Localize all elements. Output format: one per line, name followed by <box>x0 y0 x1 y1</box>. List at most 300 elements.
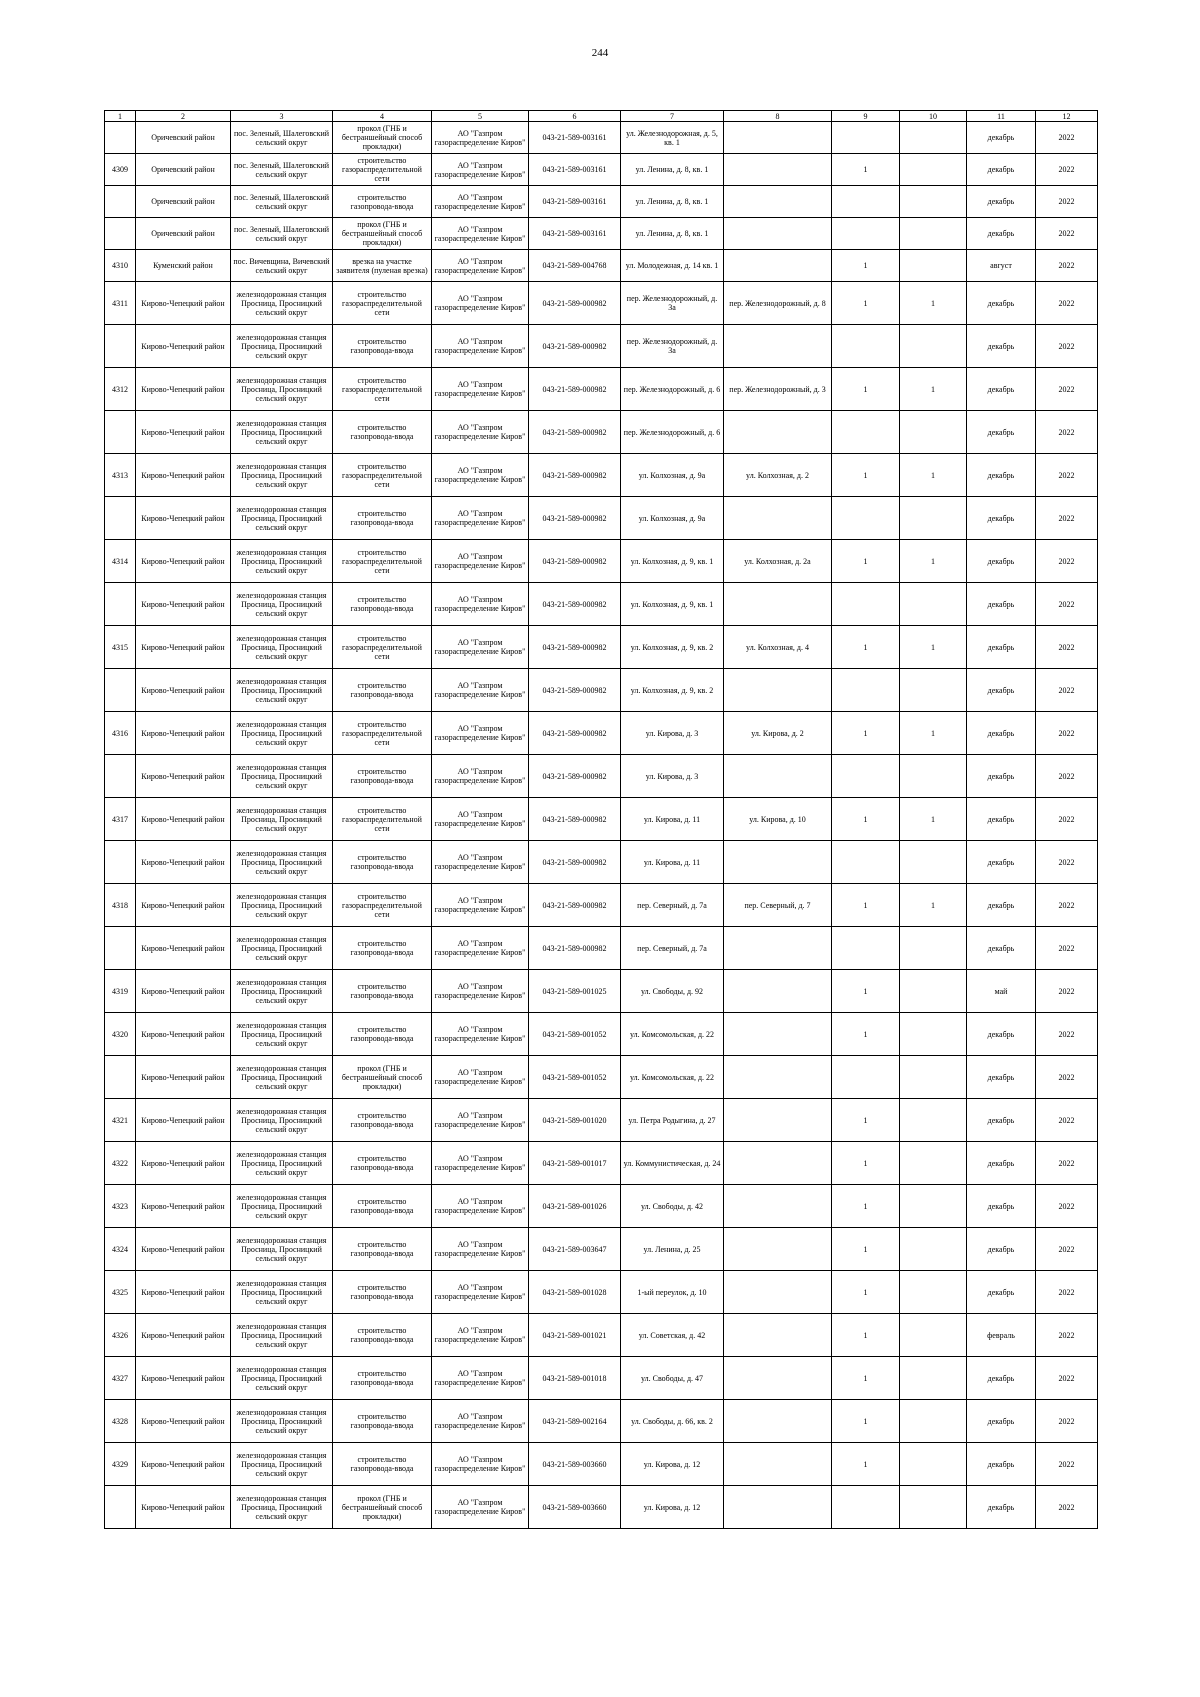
table-cell <box>333 454 432 497</box>
table-cell <box>529 798 621 841</box>
cell-text: железнодорожная станция Просница, Просницкий сельский округ <box>236 332 327 360</box>
cell-text: 043-21-589-000982 <box>542 642 607 652</box>
table-cell <box>900 1314 967 1357</box>
table-cell <box>621 218 724 250</box>
cell-text: декабрь <box>987 943 1015 953</box>
cell-text: строительство газопровода-ввода <box>350 1455 414 1473</box>
cell-text: декабрь <box>987 1201 1015 1211</box>
cell-text: 043-21-589-001020 <box>542 1115 607 1125</box>
table-cell <box>1036 1486 1098 1529</box>
table-cell <box>1036 927 1098 970</box>
table-cell <box>967 583 1036 626</box>
gasification-table <box>104 110 1098 1529</box>
cell-text: железнодорожная станция Просница, Просницкий сельский округ <box>236 633 327 661</box>
table-cell <box>621 927 724 970</box>
cell-text: 043-21-589-001026 <box>542 1201 607 1211</box>
table-cell <box>529 927 621 970</box>
table-cell <box>231 1185 333 1228</box>
table-cell <box>621 1357 724 1400</box>
header-cell: 7 <box>621 111 724 122</box>
table-row <box>105 669 1098 712</box>
table-cell <box>231 325 333 368</box>
table-row <box>105 218 1098 250</box>
cell-text: АО "Газпром газораспределение Киров" <box>434 1240 526 1258</box>
table-cell <box>529 1443 621 1486</box>
table-cell <box>529 1486 621 1529</box>
cell-text: 1 <box>931 556 935 566</box>
table-cell <box>967 669 1036 712</box>
cell-text: Кирово-Чепецкий район <box>141 1459 225 1469</box>
cell-text: 2022 <box>1058 165 1075 174</box>
table-cell <box>967 841 1036 884</box>
table-cell <box>136 884 231 927</box>
cell-text: АО "Газпром газораспределение Киров" <box>434 1025 526 1043</box>
table-cell <box>136 1185 231 1228</box>
cell-text: декабрь <box>987 513 1015 523</box>
cell-text: 043-21-589-000982 <box>542 384 607 394</box>
table-cell <box>231 122 333 154</box>
cell-text: железнодорожная станция Просница, Просницкий сельский округ <box>236 762 327 790</box>
table-cell <box>432 1357 529 1400</box>
table-row <box>105 1357 1098 1400</box>
page-number: 244 <box>591 47 609 59</box>
cell-text: 1 <box>863 261 868 270</box>
table-cell <box>967 970 1036 1013</box>
table-cell <box>1036 1142 1098 1185</box>
cell-text: декабрь <box>987 1459 1015 1469</box>
table-cell <box>832 1271 900 1314</box>
table-row <box>105 583 1098 626</box>
cell-text: железнодорожная станция Просница, Просницкий сельский округ <box>236 848 327 876</box>
cell-text: строительство газораспределительной сети <box>342 719 422 747</box>
table-cell <box>900 1443 967 1486</box>
table-cell <box>529 1271 621 1314</box>
table-cell <box>621 122 724 154</box>
table-cell <box>832 1357 900 1400</box>
table-cell <box>900 1185 967 1228</box>
table-cell <box>967 755 1036 798</box>
cell-text: АО "Газпром газораспределение Киров" <box>434 1326 526 1344</box>
table-cell <box>621 540 724 583</box>
cell-text: 043-21-589-000982 <box>542 685 607 695</box>
table-cell <box>621 154 724 186</box>
table-cell <box>105 1185 136 1228</box>
table-cell <box>105 1400 136 1443</box>
cell-text: 2022 <box>1058 1244 1075 1254</box>
cell-text: 2022 <box>1058 1459 1075 1469</box>
cell-text: 4311 <box>112 298 128 308</box>
cell-text: 1 <box>863 1244 868 1254</box>
table-cell <box>724 1056 832 1099</box>
table-cell <box>1036 884 1098 927</box>
cell-text: Кирово-Чепецкий район <box>141 1244 225 1254</box>
table-cell <box>105 411 136 454</box>
table-cell <box>231 970 333 1013</box>
cell-text: 2022 <box>1058 1330 1075 1340</box>
cell-text: 4315 <box>112 642 128 652</box>
table-cell <box>900 1400 967 1443</box>
table-cell <box>832 1400 900 1443</box>
table-cell <box>333 755 432 798</box>
cell-text: 2022 <box>1058 1029 1075 1039</box>
table-cell <box>333 186 432 218</box>
table-cell <box>1036 1357 1098 1400</box>
table-cell <box>105 186 136 218</box>
table-cell <box>832 755 900 798</box>
table-cell <box>621 841 724 884</box>
table-cell <box>1036 250 1098 282</box>
table-cell <box>432 1486 529 1529</box>
table-cell <box>967 1443 1036 1486</box>
table-cell <box>333 368 432 411</box>
table-cell <box>231 1056 333 1099</box>
table-cell <box>105 798 136 841</box>
cell-text: 043-21-589-000982 <box>542 341 607 351</box>
table-cell <box>529 1185 621 1228</box>
cell-text: 2022 <box>1058 685 1075 695</box>
cell-text: 2022 <box>1058 1115 1075 1125</box>
cell-text: 043-21-589-001028 <box>542 1287 607 1297</box>
table-cell <box>724 798 832 841</box>
cell-text: декабрь <box>987 771 1015 781</box>
cell-text: пер. Северный, д. 7а <box>637 943 707 953</box>
cell-text: 1 <box>863 1201 868 1211</box>
table-cell <box>231 1314 333 1357</box>
cell-text: 043-21-589-003647 <box>542 1244 607 1254</box>
table-cell <box>136 411 231 454</box>
cell-text: 043-21-589-003660 <box>542 1502 607 1512</box>
cell-text: 2022 <box>1058 1373 1075 1383</box>
table-cell <box>724 884 832 927</box>
table-cell <box>967 122 1036 154</box>
table-cell <box>136 186 231 218</box>
table-cell <box>529 454 621 497</box>
table-cell <box>432 325 529 368</box>
table-cell <box>231 1443 333 1486</box>
table-cell <box>529 970 621 1013</box>
table-cell <box>967 250 1036 282</box>
table-cell <box>529 755 621 798</box>
table-cell <box>724 1099 832 1142</box>
cell-text: Кирово-Чепецкий район <box>141 298 225 308</box>
cell-text: врезка на участке заявителя (пуленая врезка) <box>336 256 428 275</box>
table-cell <box>432 1314 529 1357</box>
table-cell <box>967 497 1036 540</box>
table-cell <box>900 1271 967 1314</box>
table-cell <box>105 1056 136 1099</box>
table-cell <box>967 798 1036 841</box>
cell-text: ул. Советская, д. 42 <box>638 1330 706 1340</box>
table-cell <box>967 1271 1036 1314</box>
table-cell <box>900 798 967 841</box>
cell-text: 1 <box>863 1029 868 1039</box>
cell-text: 2022 <box>1058 857 1075 867</box>
table-cell <box>724 927 832 970</box>
cell-text: 043-21-589-001021 <box>542 1330 607 1340</box>
table-cell <box>967 154 1036 186</box>
cell-text: пер. Северный, д. 7 <box>744 900 811 910</box>
table-cell <box>432 755 529 798</box>
cell-text: Кирово-Чепецкий район <box>141 513 225 523</box>
cell-text: АО "Газпром газораспределение Киров" <box>434 552 526 570</box>
table-cell <box>231 250 333 282</box>
table-cell <box>621 1099 724 1142</box>
cell-text: ул. Кирова, д. 11 <box>643 814 701 824</box>
cell-text: декабрь <box>987 1029 1015 1039</box>
table-row <box>105 927 1098 970</box>
table-cell <box>136 122 231 154</box>
cell-text: 2022 <box>1058 900 1075 910</box>
table-cell <box>967 282 1036 325</box>
table-cell <box>900 583 967 626</box>
table-cell <box>967 1400 1036 1443</box>
table-cell <box>136 927 231 970</box>
cell-text: железнодорожная станция Просница, Просницкий сельский округ <box>236 418 327 446</box>
header-cell: 10 <box>900 111 967 122</box>
cell-text: железнодорожная станция Просница, Просницкий сельский округ <box>236 719 327 747</box>
table-cell <box>900 1142 967 1185</box>
cell-text: декабрь <box>987 685 1015 695</box>
cell-text: ул. Колхозная, д. 9, кв. 2 <box>630 685 714 695</box>
cell-text: железнодорожная станция Просница, Просницкий сельский округ <box>236 1364 327 1392</box>
table-cell <box>105 540 136 583</box>
cell-text: декабрь <box>987 1416 1015 1426</box>
cell-text: железнодорожная станция Просница, Просницкий сельский округ <box>236 676 327 704</box>
table-cell <box>900 669 967 712</box>
cell-text: строительство газопровода-ввода <box>350 1025 414 1043</box>
cell-text: Кирово-Чепецкий район <box>141 943 225 953</box>
cell-text: 4319 <box>112 986 128 996</box>
cell-text: строительство газораспределительной сети <box>342 805 422 833</box>
table-cell <box>136 1357 231 1400</box>
table-cell <box>832 540 900 583</box>
table-cell <box>529 841 621 884</box>
cell-text: Кирово-Чепецкий район <box>141 599 225 609</box>
table-cell <box>105 1314 136 1357</box>
table-cell <box>900 755 967 798</box>
cell-text: ул. Ленина, д. 25 <box>643 1244 701 1254</box>
table-cell <box>832 1099 900 1142</box>
cell-text: 4322 <box>112 1158 128 1168</box>
cell-text: АО "Газпром газораспределение Киров" <box>434 638 526 656</box>
table-cell <box>105 1357 136 1400</box>
table-cell <box>231 1099 333 1142</box>
cell-text: 1 <box>931 384 935 394</box>
cell-text: Кирово-Чепецкий район <box>141 427 225 437</box>
table-cell <box>333 218 432 250</box>
table-row <box>105 411 1098 454</box>
table-cell <box>231 1142 333 1185</box>
table-cell <box>333 1314 432 1357</box>
table-cell <box>529 1357 621 1400</box>
table-cell <box>967 218 1036 250</box>
table-cell <box>900 368 967 411</box>
table-cell <box>967 1314 1036 1357</box>
table-cell <box>231 927 333 970</box>
table-cell <box>1036 1013 1098 1056</box>
table-row <box>105 282 1098 325</box>
cell-text: железнодорожная станция Просница, Просницкий сельский округ <box>236 977 327 1005</box>
table-cell <box>105 712 136 755</box>
cell-text: ул. Свободы, д. 66, кв. 2 <box>631 1416 713 1426</box>
cell-text: АО "Газпром газораспределение Киров" <box>434 1455 526 1473</box>
cell-text: 1 <box>863 1416 868 1426</box>
cell-text: АО "Газпром газораспределение Киров" <box>434 896 526 914</box>
cell-text: 2022 <box>1058 1201 1075 1211</box>
cell-text: пер. Железнодорожный, д. 3 <box>729 384 826 394</box>
cell-text: ул. Комсомольская, д. 22 <box>629 1029 715 1039</box>
cell-text: 2022 <box>1058 642 1075 652</box>
table-cell <box>621 497 724 540</box>
table-cell <box>1036 154 1098 186</box>
table-cell <box>724 1013 832 1056</box>
table-cell <box>967 368 1036 411</box>
table-cell <box>900 841 967 884</box>
cell-text: декабрь <box>987 599 1015 609</box>
table-cell <box>136 1142 231 1185</box>
cell-text: 2022 <box>1058 986 1075 996</box>
cell-text: 043-21-589-000982 <box>542 427 607 437</box>
cell-text: пос. Зеленый, Шалеговский сельский округ <box>233 192 330 211</box>
cell-text: железнодорожная станция Просница, Просницкий сельский округ <box>236 1106 327 1134</box>
cell-text: строительство газопровода-ввода <box>350 1412 414 1430</box>
table-cell <box>432 540 529 583</box>
table-cell <box>231 1486 333 1529</box>
cell-text: 4324 <box>112 1244 128 1254</box>
table-cell <box>724 669 832 712</box>
table-cell <box>105 282 136 325</box>
table-cell <box>529 583 621 626</box>
cell-text: строительство газораспределительной сети <box>342 891 422 919</box>
cell-text: Кирово-Чепецкий район <box>141 384 225 394</box>
table-cell <box>1036 540 1098 583</box>
table-cell <box>621 250 724 282</box>
cell-text: 2022 <box>1058 943 1075 953</box>
table-cell <box>621 970 724 1013</box>
table-cell <box>333 927 432 970</box>
table-row <box>105 798 1098 841</box>
table-cell <box>621 798 724 841</box>
cell-text: ул. Колхозная, д. 9, кв. 1 <box>630 599 714 609</box>
table-cell <box>900 970 967 1013</box>
cell-text: 1 <box>863 1373 868 1383</box>
table-cell <box>136 218 231 250</box>
cell-text: 043-21-589-000982 <box>542 556 607 566</box>
cell-text: 4327 <box>112 1373 128 1383</box>
cell-text: 043-21-589-000982 <box>542 470 607 480</box>
cell-text: АО "Газпром газораспределение Киров" <box>434 1498 526 1516</box>
table-cell <box>432 122 529 154</box>
cell-text: 4312 <box>112 384 128 394</box>
cell-text: 4328 <box>112 1416 128 1426</box>
table-cell <box>724 325 832 368</box>
cell-text: 043-21-589-000982 <box>542 771 607 781</box>
cell-text: Кирово-Чепецкий район <box>141 1072 225 1082</box>
table-body <box>105 111 1098 1529</box>
cell-text: прокол (ГНБ и бестраншейный способ прокладки) <box>341 1063 423 1091</box>
cell-text: Кирово-Чепецкий район <box>141 1502 225 1512</box>
table-cell <box>621 1185 724 1228</box>
cell-text: строительство газопровода-ввода <box>350 982 414 1000</box>
table-cell <box>333 411 432 454</box>
table-cell <box>333 1228 432 1271</box>
table-cell <box>333 626 432 669</box>
table-cell <box>1036 626 1098 669</box>
table-cell <box>231 454 333 497</box>
table-row <box>105 1443 1098 1486</box>
cell-text: 043-21-589-001052 <box>542 1072 607 1082</box>
cell-text: 043-21-589-000982 <box>542 857 607 867</box>
table-cell <box>231 154 333 186</box>
cell-text: Кирово-Чепецкий район <box>141 1373 225 1383</box>
table-cell <box>1036 1443 1098 1486</box>
table-cell <box>136 282 231 325</box>
table-cell <box>1036 1228 1098 1271</box>
table-row <box>105 325 1098 368</box>
table-cell <box>136 798 231 841</box>
cell-text: ул. Молодежная, д. 14 кв. 1 <box>625 261 719 270</box>
table-cell <box>136 1314 231 1357</box>
cell-text: ул. Петра Родыгина, д. 27 <box>628 1115 716 1125</box>
table-cell <box>724 970 832 1013</box>
cell-text: строительство газораспределительной сети <box>342 289 422 317</box>
cell-text: 043-21-589-000982 <box>542 900 607 910</box>
table-cell <box>724 1271 832 1314</box>
cell-text: АО "Газпром газораспределение Киров" <box>434 767 526 785</box>
cell-text: АО "Газпром газораспределение Киров" <box>434 466 526 484</box>
cell-text: железнодорожная станция Просница, Просницкий сельский округ <box>236 375 327 403</box>
table-cell <box>333 1486 432 1529</box>
cell-text: АО "Газпром газораспределение Киров" <box>434 192 526 211</box>
table-cell <box>231 669 333 712</box>
cell-text: ул. Кирова, д. 12 <box>643 1459 701 1469</box>
table-cell <box>724 454 832 497</box>
cell-text: 043-21-589-003161 <box>542 197 607 206</box>
cell-text: 1 <box>863 1115 868 1125</box>
cell-text: Кирово-Чепецкий район <box>141 642 225 652</box>
table-cell <box>136 454 231 497</box>
cell-text: Кирово-Чепецкий район <box>141 814 225 824</box>
cell-text: железнодорожная станция Просница, Просницкий сельский округ <box>236 1450 327 1478</box>
cell-text: 2022 <box>1058 427 1075 437</box>
table-cell <box>967 454 1036 497</box>
cell-text: строительство газопровода-ввода <box>350 1154 414 1172</box>
cell-text: прокол (ГНБ и бестраншейный способ прокладки) <box>341 124 423 151</box>
table-row <box>105 1271 1098 1314</box>
table-cell <box>105 884 136 927</box>
table-cell <box>832 927 900 970</box>
cell-text: 1 <box>931 470 935 480</box>
table-cell <box>529 712 621 755</box>
cell-text: Кирово-Чепецкий район <box>141 556 225 566</box>
table-cell <box>333 1099 432 1142</box>
table-cell <box>967 325 1036 368</box>
header-cell: 1 <box>105 111 136 122</box>
table-cell <box>621 1142 724 1185</box>
cell-text: АО "Газпром газораспределение Киров" <box>434 128 526 147</box>
cell-text: Кирово-Чепецкий район <box>141 900 225 910</box>
cell-text: строительство газопровода-ввода <box>350 1240 414 1258</box>
cell-text: ул. Ленина, д. 8, кв. 1 <box>635 197 709 206</box>
cell-text: ул. Свободы, д. 92 <box>640 986 704 996</box>
table-cell <box>832 583 900 626</box>
table-cell <box>105 755 136 798</box>
cell-text: Кирово-Чепецкий район <box>141 986 225 996</box>
table-cell <box>1036 583 1098 626</box>
cell-text: ул. Колхозная, д. 9, кв. 1 <box>630 556 714 566</box>
header-cell: 9 <box>832 111 900 122</box>
cell-text: 043-21-589-002164 <box>542 1416 607 1426</box>
